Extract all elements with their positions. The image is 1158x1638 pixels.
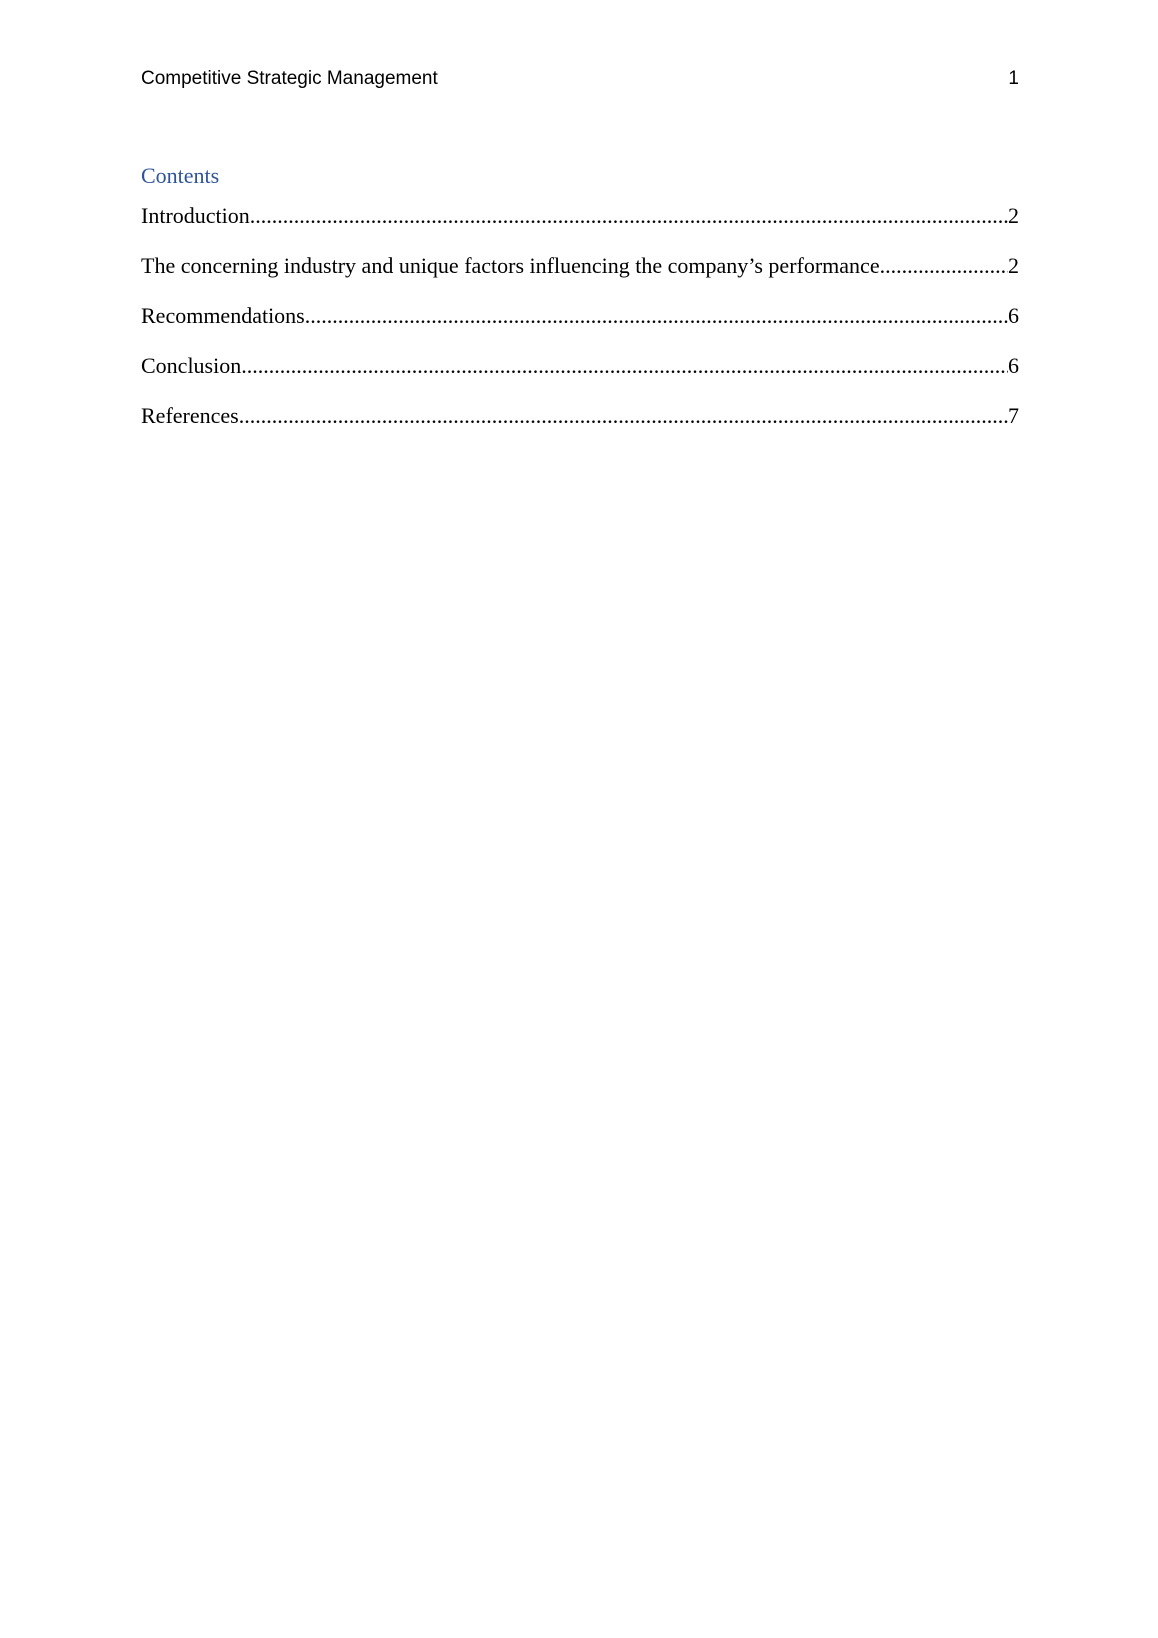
header-title: Competitive Strategic Management	[141, 68, 438, 89]
toc-entry-industry-factors[interactable]	[141, 253, 1019, 303]
toc-entry-label: The concerning industry and unique factors influencing the company’s performance	[141, 253, 880, 278]
toc-dot-leader	[305, 303, 1008, 329]
toc-entry-page: 6	[1008, 303, 1019, 328]
toc-dot-leader	[239, 403, 1008, 429]
toc-entry-page: 7	[1008, 403, 1019, 428]
toc-entry-recommendations[interactable]	[141, 303, 1019, 353]
table-of-contents	[141, 203, 1019, 453]
toc-entry-label: References	[141, 403, 239, 428]
toc-entry-page: 2	[1008, 203, 1019, 228]
page-header	[141, 68, 1019, 98]
toc-dot-leader	[250, 203, 1008, 229]
toc-dot-leader	[241, 353, 1008, 379]
toc-entry-page: 6	[1008, 353, 1019, 378]
toc-entry-introduction[interactable]	[141, 203, 1019, 253]
toc-entry-label: Introduction	[141, 203, 250, 228]
toc-dot-leader	[880, 253, 1008, 279]
toc-entry-references[interactable]	[141, 403, 1019, 453]
toc-entry-page: 2	[1008, 253, 1019, 278]
toc-heading: Contents	[141, 163, 220, 188]
header-page-number: 1	[1008, 68, 1019, 89]
toc-entry-label: Conclusion	[141, 353, 242, 378]
toc-entry-label: Recommendations	[141, 303, 305, 328]
toc-entry-conclusion[interactable]	[141, 353, 1019, 403]
